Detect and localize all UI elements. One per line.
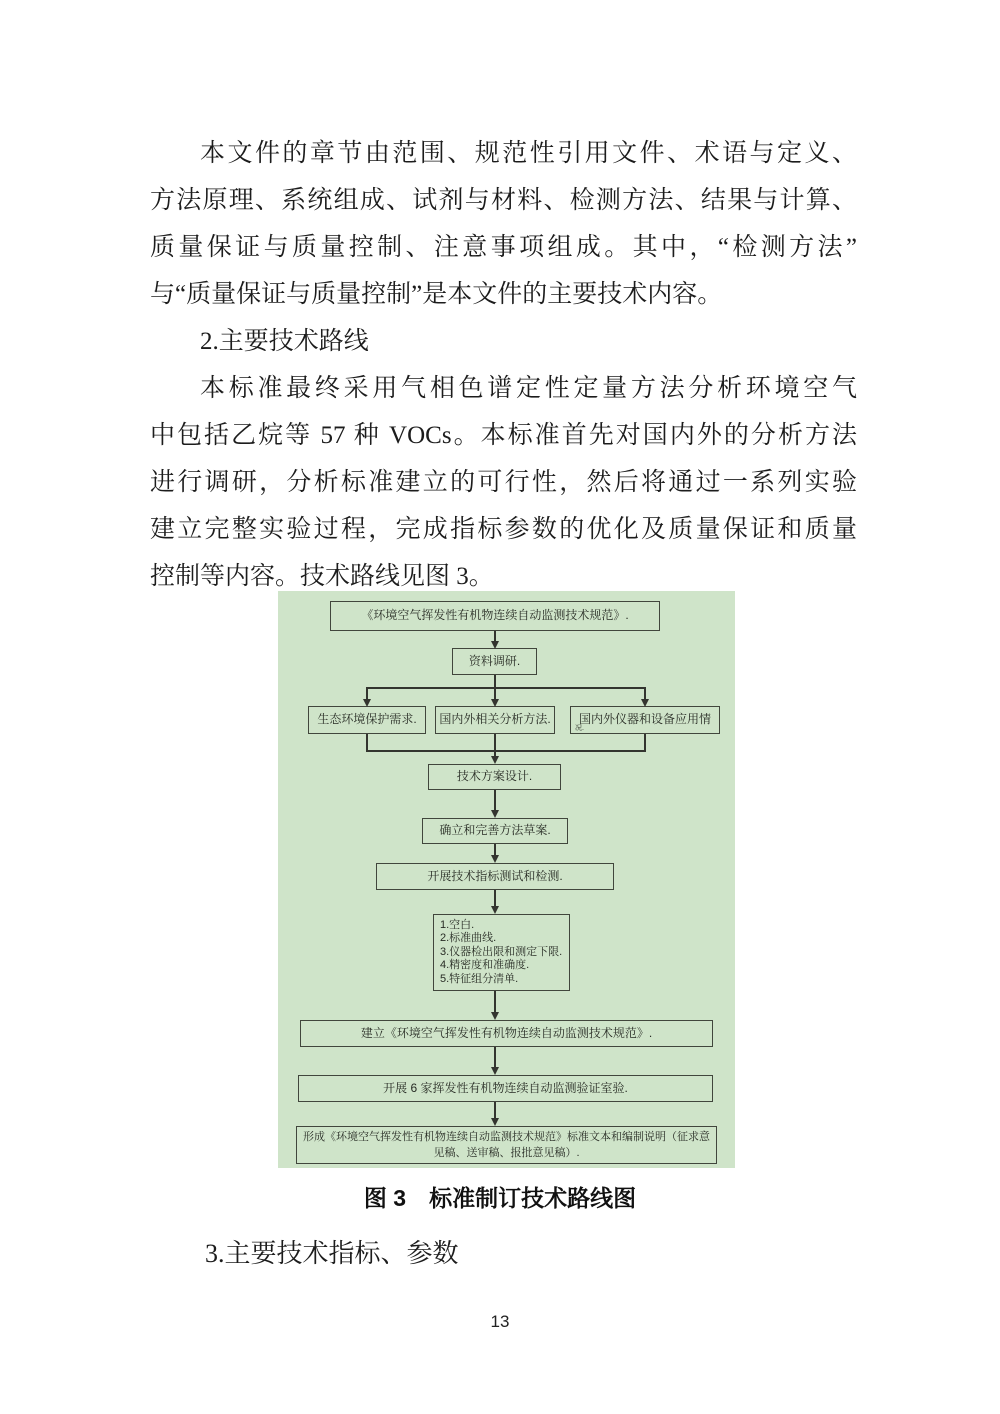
connector-line <box>494 631 496 641</box>
connector-line <box>494 1102 496 1118</box>
arrow-down-icon <box>491 756 499 764</box>
flow-node-design: 技术方案设计. <box>428 764 561 790</box>
flow-node-branch-instruments-text: 国内外仪器和设备应用情 <box>578 712 711 727</box>
body-text-block <box>150 130 857 600</box>
page-number: 13 <box>490 1312 510 1331</box>
arrow-down-icon <box>491 906 499 914</box>
checklist-item: 3.仪器检出限和测定下限. <box>440 945 563 958</box>
flow-node-test: 开展技术指标测试和检测. <box>376 863 614 890</box>
section-heading-3: 3.主要技术指标、参数 <box>205 1239 459 1268</box>
checklist-item: 2.标准曲线. <box>440 932 497 945</box>
checklist-item: 1.空白. <box>440 918 475 931</box>
arrow-down-icon <box>491 1067 499 1075</box>
arrow-down-icon <box>491 855 499 863</box>
connector-line <box>494 890 496 906</box>
figure-caption: 图 3 标准制订技术路线图 <box>363 1185 637 1211</box>
checklist-item: 4.精密度和准确度. <box>440 959 530 972</box>
paragraph1-line: 质量保证与质量控制、注意事项组成。其中，“检测方法” <box>150 234 857 261</box>
connector-line <box>494 687 496 699</box>
flow-node-research: 资料调研. <box>452 648 537 675</box>
arrow-down-icon <box>491 641 499 649</box>
connector-line <box>494 1047 496 1067</box>
paragraph2-line: 控制等内容。技术路线见图 3。 <box>150 563 494 590</box>
connector-line <box>366 687 368 699</box>
flow-node-branch-instruments-wrap: 况. <box>575 725 584 732</box>
flow-node-branch-eco: 生态环境保护需求. <box>308 706 426 734</box>
checklist-item: 5.特征组分清单. <box>440 972 519 985</box>
paragraph2-line: 本标准最终采用气相色谱定性定量方法分析环境空气 <box>200 375 857 402</box>
flow-node-draft: 确立和完善方法草案. <box>422 818 568 844</box>
arrow-down-icon <box>491 699 499 707</box>
connector-line <box>366 750 646 752</box>
connector-line <box>494 991 496 1012</box>
flow-node-verify: 开展 6 家挥发性有机物连续自动监测验证室验. <box>298 1075 713 1102</box>
arrow-down-icon <box>491 810 499 818</box>
paragraph1-line: 方法原理、系统组成、试剂与材料、检测方法、结果与计算、 <box>150 187 857 214</box>
paragraph2-line: 中包括乙烷等 57 种 VOCs。本标准首先对国内外的分析方法 <box>150 422 857 449</box>
arrow-down-icon <box>641 699 649 707</box>
paragraph1-line: 与“质量保证与质量控制”是本文件的主要技术内容。 <box>150 281 723 308</box>
connector-line <box>366 687 646 689</box>
flow-node-branch-instruments <box>570 706 720 734</box>
flow-node-final: 形成《环境空气挥发性有机物连续自动监测技术规范》标准文本和编制说明（征求意见稿、送审稿、报批意见稿）. <box>296 1126 717 1164</box>
connector-line <box>494 844 496 855</box>
paragraph1-line: 本文件的章节由范围、规范性引用文件、术语与定义、 <box>200 140 857 167</box>
flow-node-start: 《环境空气挥发性有机物连续自动监测技术规范》. <box>330 601 660 631</box>
section-heading-2: 2.主要技术路线 <box>200 328 369 355</box>
arrow-down-icon <box>491 1118 499 1126</box>
flow-node-establish: 建立《环境空气挥发性有机物连续自动监测技术规范》. <box>300 1020 713 1047</box>
flow-node-checklist <box>433 914 570 991</box>
connector-line <box>494 790 496 810</box>
connector-line <box>644 687 646 699</box>
flowchart-panel <box>278 591 735 1168</box>
flow-node-branch-methods: 国内外相关分析方法. <box>435 706 555 734</box>
paragraph2-line: 建立完整实验过程，完成指标参数的优化及质量保证和质量 <box>150 516 857 543</box>
arrow-down-icon <box>363 699 371 707</box>
arrow-down-icon <box>491 1012 499 1020</box>
paragraph2-line: 进行调研，分析标准建立的可行性，然后将通过一系列实验 <box>150 469 857 496</box>
